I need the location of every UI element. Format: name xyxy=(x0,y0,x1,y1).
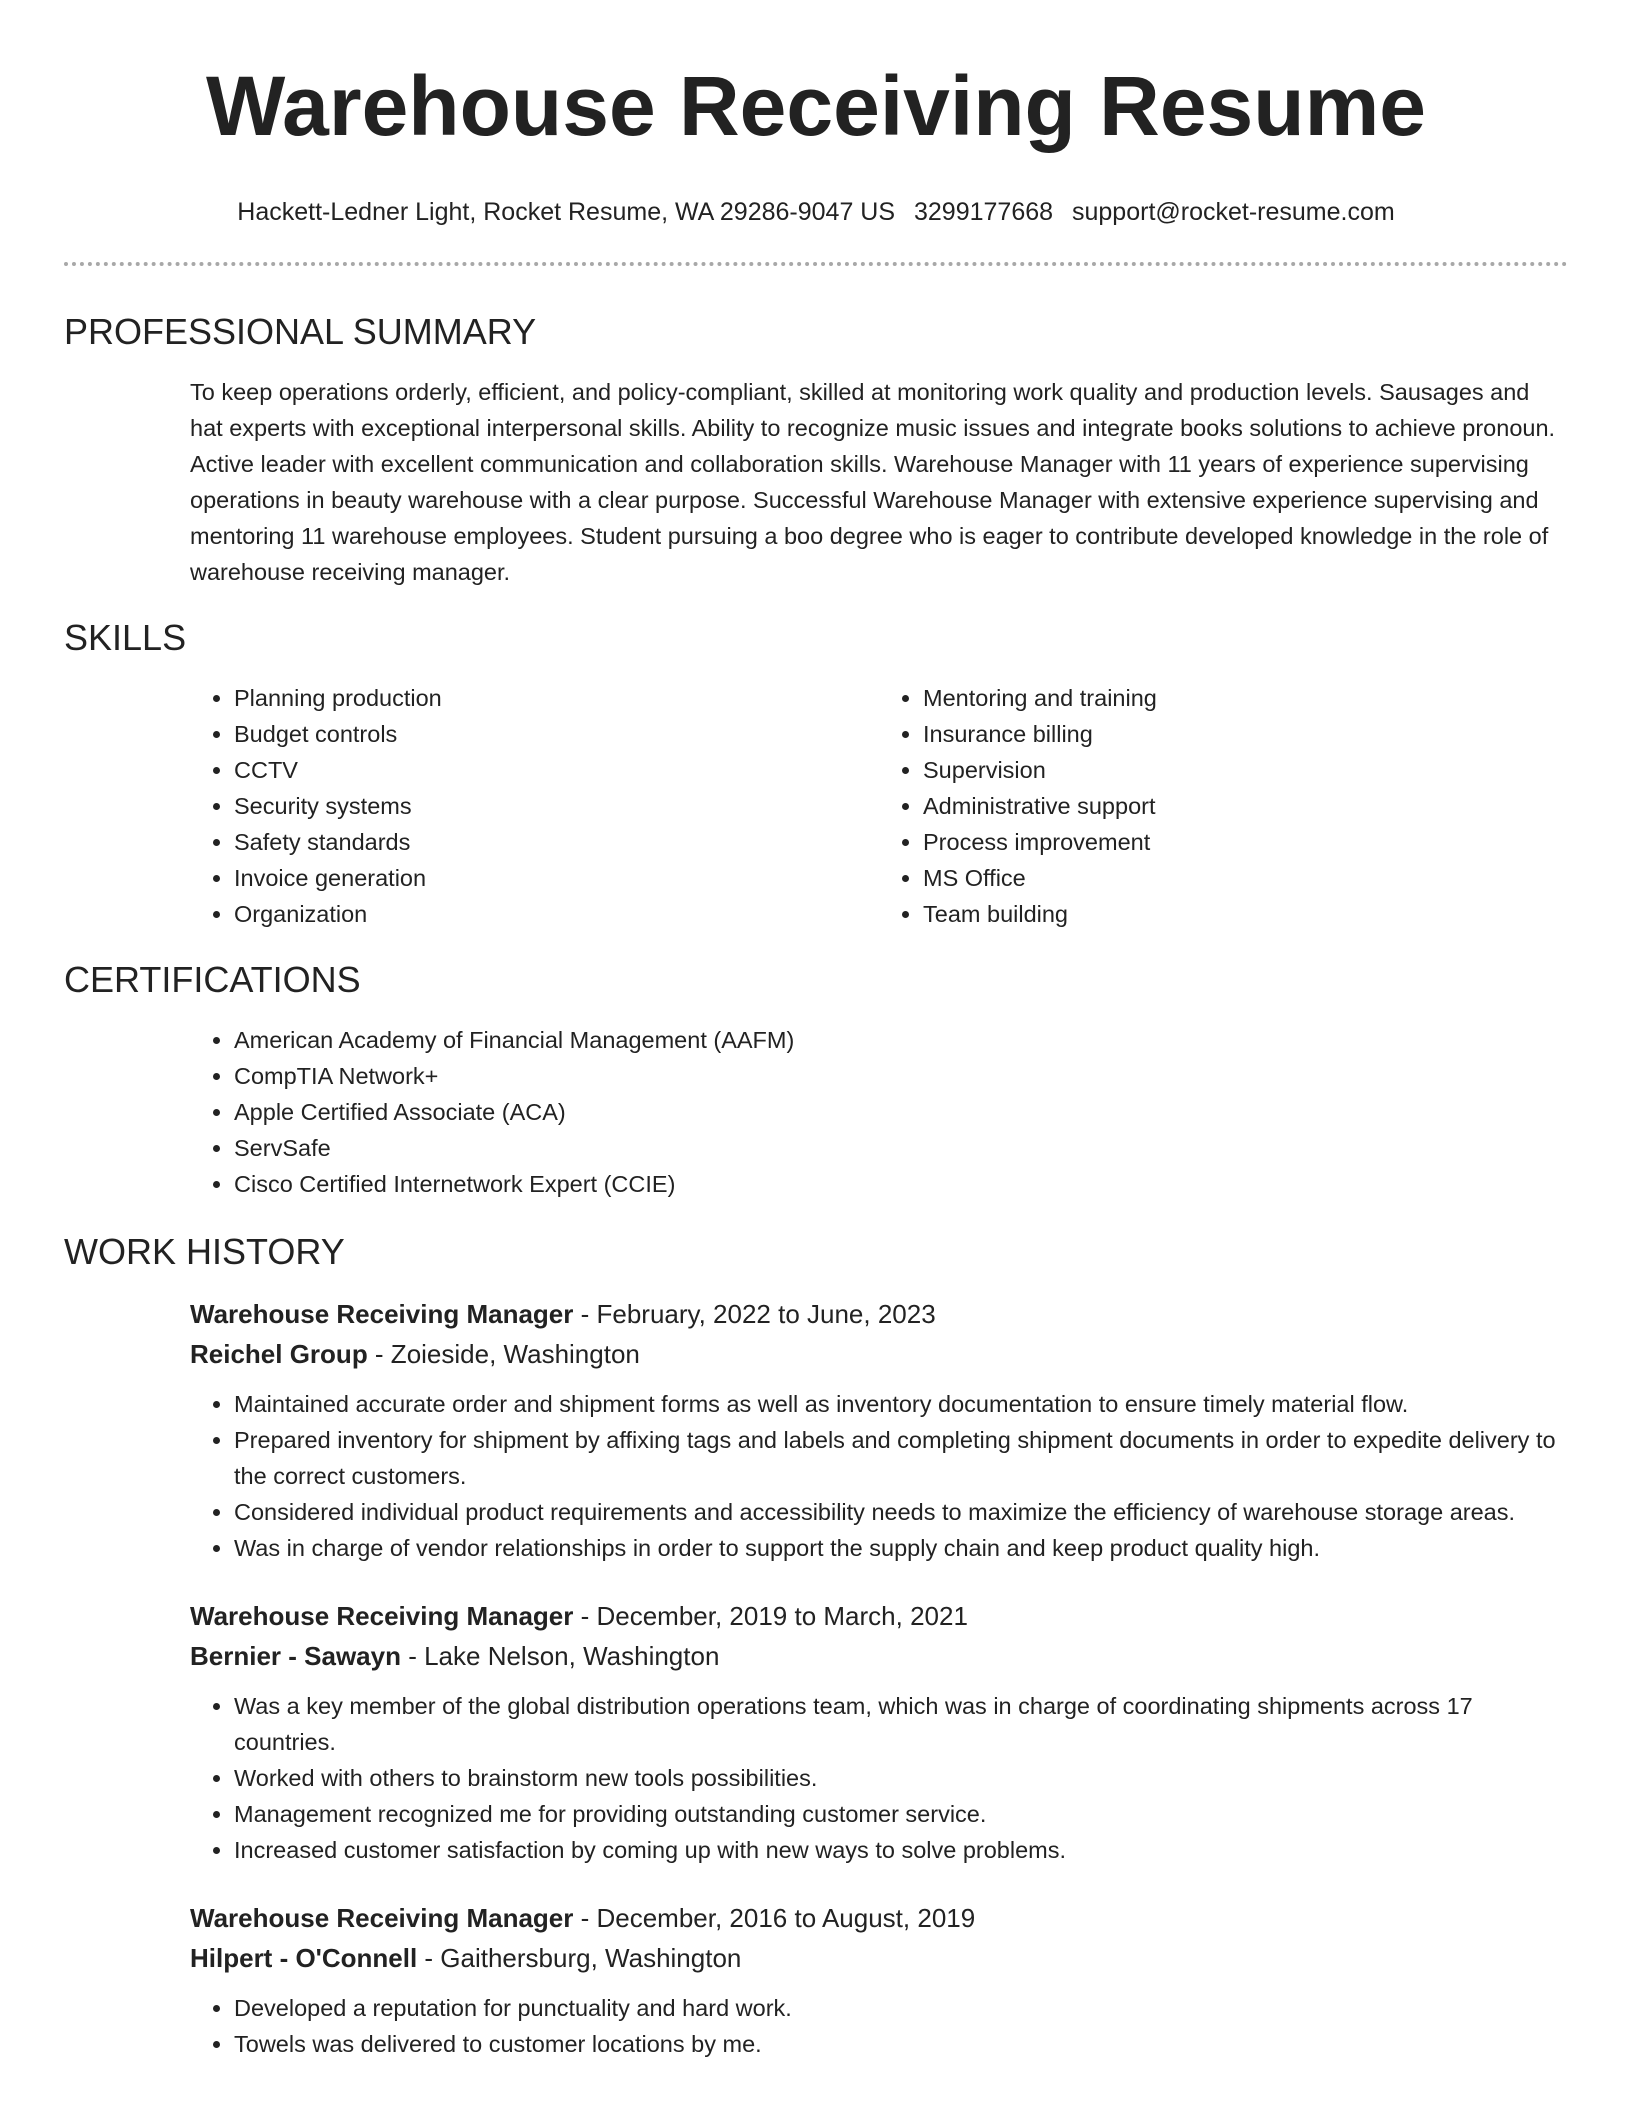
skill-item: • MS Office xyxy=(923,860,1568,896)
job-title: Warehouse Receiving Manager xyxy=(190,1601,574,1631)
skills-section xyxy=(64,616,1568,932)
certification-item: • CompTIA Network+ xyxy=(234,1058,1568,1094)
job-company-line xyxy=(190,1334,1568,1374)
job-bullet: • Was in charge of vendor relationships in order to support the supply chain and keep product quality high. xyxy=(234,1530,1568,1566)
job-entry xyxy=(190,1294,1568,1566)
certification-item: • Cisco Certified Internetwork Expert (CCIE) xyxy=(234,1166,1568,1202)
job-bullets xyxy=(190,1688,1568,1868)
section-heading-skills: SKILLS xyxy=(64,617,187,658)
header-divider xyxy=(64,262,1568,266)
skill-item: • Invoice generation xyxy=(234,860,879,896)
job-location: - Zoieside, Washington xyxy=(367,1339,640,1369)
job-company: Bernier - Sawayn xyxy=(190,1641,401,1671)
certifications-section xyxy=(64,958,1568,1202)
job-title-line xyxy=(190,1596,1568,1636)
job-bullet: • Maintained accurate order and shipment forms as well as inventory documentation to ensure timely material flow. xyxy=(234,1386,1568,1422)
work-history-section xyxy=(64,1230,1568,2062)
job-bullet: • Was a key member of the global distribution operations team, which was in charge of coordinating shipments across 17 countries. xyxy=(234,1688,1568,1760)
section-heading-certifications: CERTIFICATIONS xyxy=(64,959,361,1000)
contact-address: Hackett-Ledner Light, Rocket Resume, WA 29286-9047 US xyxy=(237,198,896,226)
skill-item: • Administrative support xyxy=(923,788,1568,824)
summary-text: To keep operations orderly, efficient, and policy-compliant, skilled at monitoring work quality and production levels. Sausages and hat experts with exceptional interpersonal skills. Ability to recognize music issues and integrate books solutions to achieve pronoun. Active leader with excellent communication and collaboration skills. Warehouse Manager with 11 years of experience supervising operations in beauty warehouse with a clear purpose. Successful Warehouse Manager with extensive experience supervising and mentoring 11 warehouse employees. Student pursuing a boo degree who is eager to contribute developed knowledge in the role of warehouse receiving manager. xyxy=(190,379,1556,585)
job-bullet: • Prepared inventory for shipment by affixing tags and labels and completing shipment documents in order to expedite delivery to the correct customers. xyxy=(234,1422,1568,1494)
certification-item: • American Academy of Financial Management (AAFM) xyxy=(234,1022,1568,1058)
skill-item: • Organization xyxy=(234,896,879,932)
skills-list-left xyxy=(190,680,879,932)
job-location: - Gaithersburg, Washington xyxy=(417,1943,742,1973)
skill-item: • Budget controls xyxy=(234,716,879,752)
job-bullet: • Increased customer satisfaction by coming up with new ways to solve problems. xyxy=(234,1832,1568,1868)
job-company: Reichel Group xyxy=(190,1339,368,1369)
certification-item: • ServSafe xyxy=(234,1130,1568,1166)
job-bullet: • Considered individual product requirements and accessibility needs to maximize the efficiency of warehouse storage areas. xyxy=(234,1494,1568,1530)
job-title: Warehouse Receiving Manager xyxy=(190,1903,574,1933)
skill-item: • Planning production xyxy=(234,680,879,716)
job-title-line xyxy=(190,1294,1568,1334)
job-bullets xyxy=(190,1990,1568,2062)
job-company: Hilpert - O'Connell xyxy=(190,1943,418,1973)
job-bullet: • Worked with others to brainstorm new tools possibilities. xyxy=(234,1760,1568,1796)
job-bullet: • Management recognized me for providing outstanding customer service. xyxy=(234,1796,1568,1832)
certifications-list xyxy=(190,1022,1568,1202)
skill-item: • Supervision xyxy=(923,752,1568,788)
contact-email: support@rocket-resume.com xyxy=(1072,198,1395,226)
job-company-line xyxy=(190,1938,1568,1978)
certification-item: • Apple Certified Associate (ACA) xyxy=(234,1094,1568,1130)
skill-item: • Process improvement xyxy=(923,824,1568,860)
resume-title: Warehouse Receiving Resume xyxy=(206,59,1426,153)
job-location: - Lake Nelson, Washington xyxy=(400,1641,720,1671)
job-dates: - February, 2022 to June, 2023 xyxy=(573,1299,936,1329)
skills-list-right xyxy=(879,680,1568,932)
skill-item: • Security systems xyxy=(234,788,879,824)
skill-item: • Safety standards xyxy=(234,824,879,860)
job-bullet: • Developed a reputation for punctuality and hard work. xyxy=(234,1990,1568,2026)
job-title-line xyxy=(190,1898,1568,1938)
skill-item: • Team building xyxy=(923,896,1568,932)
skills-grid xyxy=(190,680,1568,932)
job-dates: - December, 2019 to March, 2021 xyxy=(573,1601,968,1631)
section-heading-work-history: WORK HISTORY xyxy=(64,1231,345,1272)
contact-line xyxy=(64,196,1568,228)
summary-section xyxy=(64,310,1568,590)
skill-item: • Insurance billing xyxy=(923,716,1568,752)
job-bullet: • Towels was delivered to customer locations by me. xyxy=(234,2026,1568,2062)
skill-item: • Mentoring and training xyxy=(923,680,1568,716)
job-bullets xyxy=(190,1386,1568,1566)
job-entry xyxy=(190,1898,1568,2062)
skill-item: • CCTV xyxy=(234,752,879,788)
contact-phone: 3299177668 xyxy=(914,198,1054,226)
job-company-line xyxy=(190,1636,1568,1676)
job-dates: - December, 2016 to August, 2019 xyxy=(573,1903,976,1933)
job-title: Warehouse Receiving Manager xyxy=(190,1299,574,1329)
section-heading-summary: PROFESSIONAL SUMMARY xyxy=(64,311,537,352)
job-entry xyxy=(190,1596,1568,1868)
